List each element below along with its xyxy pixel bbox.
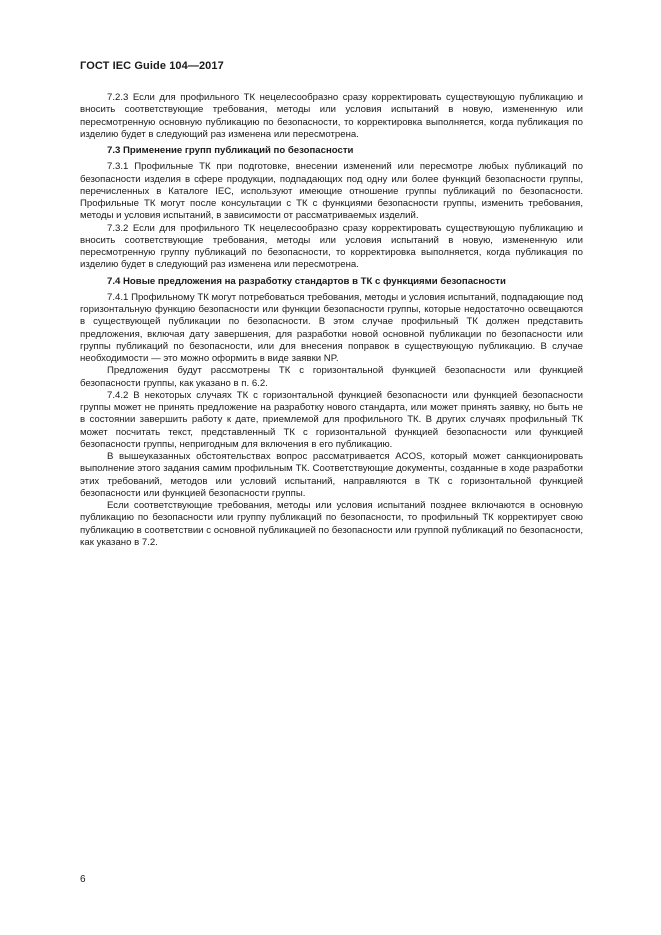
document-header-title: ГОСТ IEC Guide 104—2017 (80, 60, 224, 72)
paragraph-proposals-review: Предложения будут рассмотрены ТК с горизонтальной функцией безопасности или функцией безопасности группы, как указано в п. 6.2. (80, 365, 583, 389)
paragraph-7-4-2: 7.4.2 В некоторых случаях ТК с горизонтальной функцией безопасности или функцией безопасности группы может не принять предложение на разработку нового стандарта, или может принять заявку, но быть не в состоянии завершить работу к дате, приемлемой для профильного ТК. В других случаях профильный ТК может посчитать текст, представленный ТК с горизонтальной функцией безопасности или функцией безопасности группы, непригодным для включения в его публикацию. (80, 389, 583, 450)
section-heading-7-4: 7.4 Новые предложения на разработку стандартов в ТК с функциями безопасности (107, 275, 506, 287)
paragraph-7-3-1: 7.3.1 Профильные ТК при подготовке, внесении изменений или пересмотре любых публикаций по безопасности изделия в сфере продукции, подпадающих под одну или более функций безопасности группы, перечисленных в Каталоге IEC, используют имеющие отношение группы публикаций по безопасности. Профильные ТК могут после консультации с ТК с функциями безопасности группы, изменить требования, методы и условия испытаний, в зависимости от рассматриваемых изделий. (80, 161, 583, 222)
paragraph-later-inclusion: Если соответствующие требования, методы или условия испытаний позднее включаются в основную публикацию по безопасности или группу публикаций по безопасности, то профильный ТК корректирует свою публикацию в соответствии с основной публикацией по безопасности или группой публикаций по безопасности, как указано в 7.2. (80, 500, 583, 548)
paragraph-7-3-2: 7.3.2 Если для профильного ТК нецелесообразно сразу корректировать существующую публикацию и вносить соответствующие требования, методы или условия испытаний в новую, измененную или пересмотренную группу публикаций по безопасности, то корректировка выполняется, когда публикация по изделию будет в следующий раз изменена или пересмотрена. (80, 222, 583, 271)
paragraph-acos: В вышеуказанных обстоятельствах вопрос рассматривается ACOS, который может санкционировать выполнение этого задания самим профильным ТК. Соответствующие документы, созданные в ходе разработки этих требований, методов или условий испытаний, направляются в ТК с горизонтальной функцией безопасности или функцией безопасности группы. (80, 451, 583, 499)
paragraph-7-4-1: 7.4.1 Профильному ТК могут потребоваться требования, методы и условия испытаний, подпадающие под горизонтальную функцию безопасности или функции безопасности группы, которые недостаточно освещаются в существующей публикации по безопасности. В этом случае профильный ТК должен представить предложения, включая дату завершения, для разработки новой основной публикации по безопасности или группы публикаций по безопасности, или для внесения поправок в существующую публикацию. В случае необходимости — это можно оформить в виде заявки NP. (80, 291, 583, 364)
page-number: 6 (80, 874, 86, 885)
document-body (80, 92, 583, 549)
paragraph-7-2-3: 7.2.3 Если для профильного ТК нецелесообразно сразу корректировать существующую публикацию и вносить соответствующие требования, методы или условия испытаний в новую, измененную или пересмотренную основную публикацию по безопасности, то корректировка выполняется, когда публикация по изделию будет в следующий раз изменена или пересмотрена. (80, 92, 583, 140)
section-heading-7-3: 7.3 Применение групп публикаций по безопасности (107, 145, 354, 156)
